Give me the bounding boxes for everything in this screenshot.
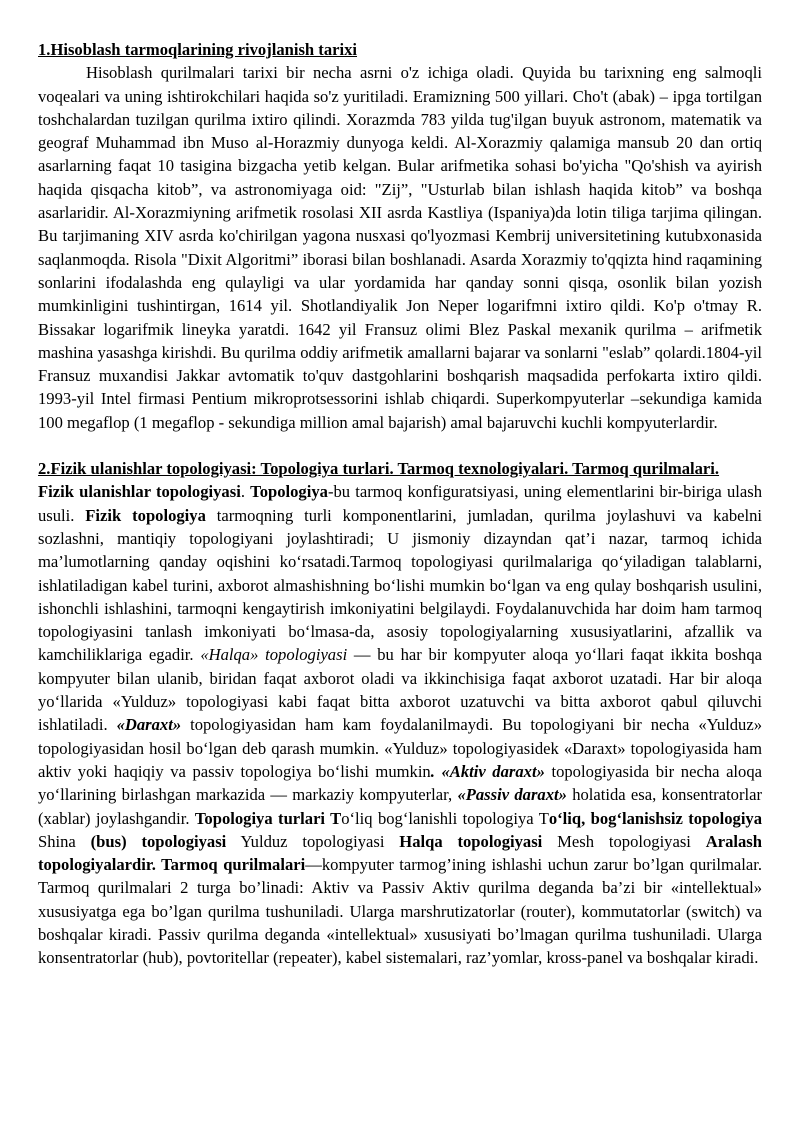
text-run: topologiyasidan ham kam foydalanilmaydi. Bu topologiyani bir necha «Yulduz» topologiyasidan hosil bo‘lgan deb qarash mumkin. «Yulduz» topologiyasidek «Daraxt» topologiyasida ham aktiv yoki haqiqiy va passiv topologiya bo‘lishi mumkin bbox=[38, 715, 762, 781]
text-run: Mesh topologiyasi bbox=[542, 831, 706, 851]
text-run: Yulduz topologiyasi bbox=[226, 831, 400, 851]
bold-run: o‘liq, bog‘lanishsiz topologiya bbox=[548, 808, 763, 828]
section-2-heading: 2.Fizik ulanishlar topologiyasi: Topologiya turlari. Tarmoq texnologiyalari. Tarmoq qurilmalari. bbox=[38, 459, 720, 479]
text-run: -bu tarmoq konfiguratsiyasi, uning elementlarini bir-biriga ulash usuli. bbox=[38, 482, 762, 525]
bold-run: Aralash topologiyalardir. Tarmoq qurilmalari bbox=[38, 831, 762, 875]
bold-italic-run: «Daraxt» bbox=[116, 715, 182, 735]
section-1-paragraph: Hisoblash qurilmalari tarixi bir necha asrni o'z ichiga oladi. Quyida bu tarixning eng salmoqli voqealari va uning ishtirokchilari haqida so'z yuritiladi. Eramizning 500 yillari. Cho't (abak) – ipga tortilgan toshchalardan tuzilgan qurilma ixtiro qilindi. Xorazmda 783 yilda tug'ilgan buyuk astronom, matematik va geograf Muhammad ibn Muso al-Horazmiy dunyoga keldi. Al-Xorazmiy qalamiga mansub 20 dan ortiq asarlarning faqat 10 tasigina bizgacha yetib kelgan. Bular arifmetika sohasi bo'yicha "Qo'shish va ayirish haqida qisqacha kitob”, va astronomiyaga oid: "Zij”, "Usturlab bilan ishlash haqida kitob” va boshqa asarlaridir. Al-Xorazmiyning arifmetik rosolasi XII asrda Kastliya (Ispaniya)da lotin tiliga tarjima qilingan. Bu tarjimaning XIV asrda ko'chirilgan yagona nusxasi qo'lyozmasi Kembrij universitetining kutubxonasida saqlanmoqda. Risola "Dixit Algoritmi” iborasi bilan boshlanadi. Asarda Xorazmiy to'qqizta hind raqamining sonlarini ifodalashda eng qulayligi va ular yordamida har qanday sonni qisqa, osonlik bilan yozish mumkinligini tushintirgan, 1614 yil. Shotlandiyalik Jon Neper logarifmni ixtiro qildi. Ko'p o'tmay R. Bissakar logarifmik lineyka yaratdi. 1642 yil Fransuz olimi Blez Paskal mexanik qurilma – arifmetik mashina yasashga kirishdi. Bu qurilma oddiy arifmetik amallarni bajarar va sonlarni "eslab” qolardi.1804-yil Fransuz muxandisi Jakkar avtomatik to'quv dastgohlarini boshqarish maqsadida perfokarta ixtiro qildi. 1993-yil Intel firmasi Pentium mikroprotsessorini ishlab chiqardi. Superkompyuterlar –sekundiga kamida 100 megaflop (1 megaflop - sekundiga million amal bajarish) amal bajaruvchi kuchli kompyuterlardir. bbox=[38, 63, 762, 432]
text-run: . bbox=[240, 482, 251, 502]
text-run: holatida esa, konsentratorlar (xablar) joylashgandir. bbox=[38, 785, 762, 828]
section-2-paragraph bbox=[38, 480, 762, 969]
bold-run: Fizik topologiya bbox=[85, 505, 206, 525]
bold-run: Halqa topologiyasi bbox=[399, 831, 543, 851]
bold-run: Fizik ulanishlar topologiyasi bbox=[38, 482, 241, 502]
bold-run: (bus) topologiyasi bbox=[90, 831, 227, 851]
bold-italic-run: «Passiv daraxt» bbox=[457, 785, 567, 805]
text-run: topologiyasida bir necha aloqa yo‘llarining birlashgan markazida — markaziy kompyuterlar, bbox=[38, 761, 763, 805]
section-1-heading: 1.Hisoblash tarmoqlarining rivojlanish tarixi bbox=[38, 40, 358, 59]
text-run: — bu har bir kompyuter aloqa yo‘llari faqat ikkita boshqa kompyuter bilan ulanib, biridan faqat axborot oladi va ikkinchisiga faqat axborot uzatadi. Har bir aloqa yo‘llarida «Yulduz» topologiyasi kabi faqat bitta axborot uzatuvchi va bitta axborot qabul qiluvchi ishlatiladi. bbox=[38, 645, 763, 735]
section-gap bbox=[38, 434, 762, 457]
bold-run: Topologiya turlari T bbox=[194, 808, 342, 828]
text-run: —kompyuter tarmog’ining ishlashi uchun zarur bo’lgan qurilmalar. Tarmoq qurilmalari 2 turga bo’linadi: Aktiv va Passiv Aktiv qurilma deganda ba’zi bir «intellektual» xususiyatga ega bo’lgan qurilma tushuniladi. Ularga marshrutizatorlar (router), kommutatorlar (switch) va boshqalar kiradi. Passiv qurilma deganda «intellektual» xususiyati bo’lmagan qurilma tushuniladi. Ularga konsentratorlar (hub), povtoritellar (repeater), kabel sistemalari, raz’yomlar, kross-panel va boshqalar kiradi. bbox=[38, 855, 762, 968]
document-page bbox=[38, 38, 762, 970]
text-run: tarmoqning turli komponentlarini, jumladan, qurilma joylashuvi va kabelni sozlashni, mantiqiy topologiyani joylashtiradi; U jismoniy dizayndan qat’i nazar, tarmoq ichida ma’lumotlarning qanday oqishini ko‘rsatadi.Tarmoq topologiyasi qurilmalariga qo‘yiladigan talablarni, ishlatiladigan kabel turini, axborot almashishning bo‘lishi mumkin bo‘lgan va eng qulay boshqarish usulini, ishonchli ishlashini, tarmoqni kengaytirish imkoniyatini belgilaydi. Foydalanuvchida har doim ham tarmoq topologiyasini tanlash imkoniyati bo‘lmasa-da, asosiy topologiyalarning xususiyatlarini, afzallik va kamchiliklariga egadir. bbox=[38, 505, 763, 665]
text-run: Shina bbox=[38, 831, 91, 851]
text-run: o‘liq bog‘lanishli topologiya T bbox=[341, 808, 549, 828]
bold-run: Topologiya bbox=[250, 482, 328, 502]
italic-run: «Halqa» topologiyasi bbox=[200, 645, 348, 665]
bold-italic-run: . «Aktiv daraxt» bbox=[430, 761, 545, 781]
